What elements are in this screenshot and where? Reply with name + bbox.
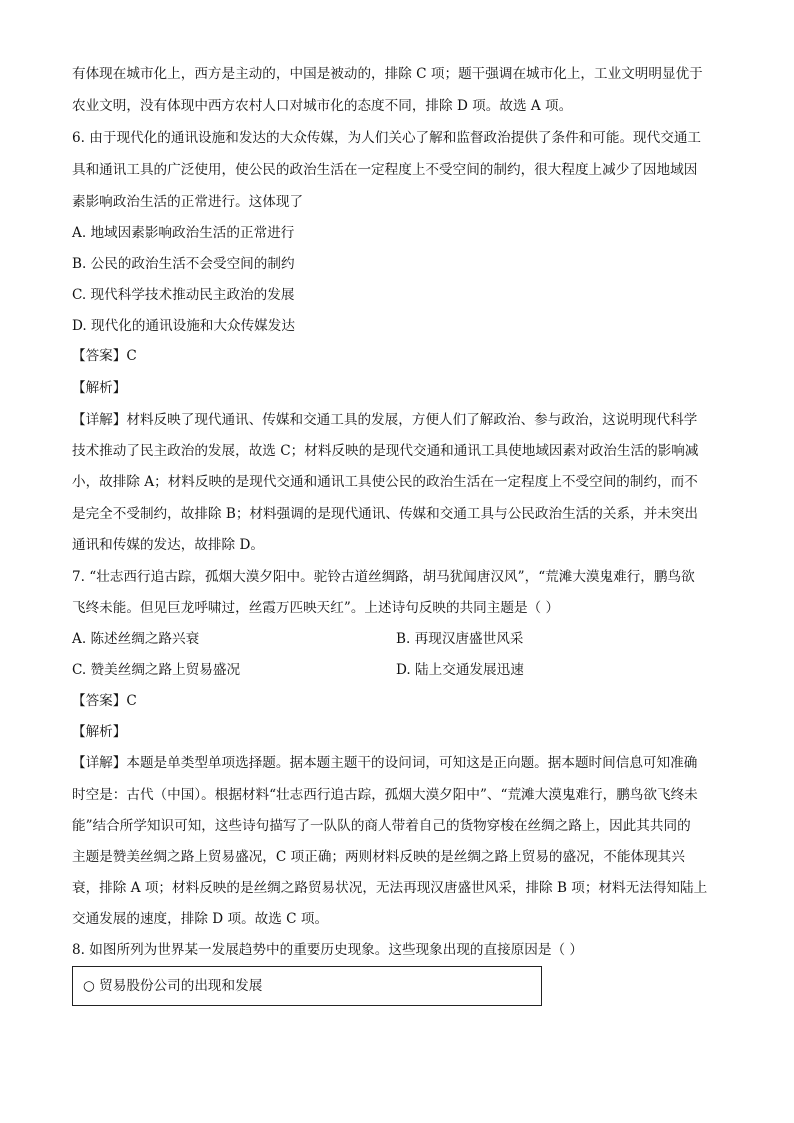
q6-detail-line-4: 是完全不受制约，故排除 B；材料强调的是现代通讯、传媒和交通工具与公民政治生活的关系，并未突出 [72, 506, 699, 522]
prev-analysis-line-1: 有体现在城市化上，西方是主动的，中国是被动的，排除 C 项；题干强调在城市化上，工业文明明显优于 [72, 66, 703, 82]
q7-detail-line-4: 主题是赞美丝绸之路上贸易盛况，C 项正确；两则材料反映的是丝绸之路上贸易的盛况，不能体现其兴 [72, 849, 685, 865]
q7-stem-line-1: 7. “壮志西行追古踪，孤烟大漠夕阳中。驼铃古道丝绸路，胡马犹闻唐汉风”，“荒滩大漠鬼难行，鹏鸟欲 [72, 569, 695, 585]
q6-option-a: A. 地域因素影响政治生活的正常进行 [72, 225, 295, 241]
q7-detail-line-2: 时空是：古代（中国）。根据材料“壮志西行追古踪，孤烟大漠夕阳中”、“荒滩大漠鬼难行，鹏鸟欲飞终未 [72, 787, 698, 803]
q7-option-c: C. 赞美丝绸之路上贸易盛况 [72, 662, 241, 678]
q6-option-b: B. 公民的政治生活不会受空间的制约 [72, 256, 295, 272]
q6-analysis-heading: 【解析】 [72, 380, 127, 396]
q7-option-b: B. 再现汉唐盛世风采 [396, 631, 524, 647]
q7-answer: 【答案】C [72, 693, 137, 709]
q7-option-a: A. 陈述丝绸之路兴衰 [72, 631, 200, 647]
prev-analysis-line-2: 农业文明，没有体现中西方农村人口对城市化的态度不同，排除 D 项。故选 A 项。 [72, 98, 573, 114]
q6-option-c: C. 现代科学技术推动民主政治的发展 [72, 287, 295, 303]
q7-detail-line-5: 衰，排除 A 项；材料反映的是丝绸之路贸易状况，无法再现汉唐盛世风采，排除 B 项；材料无法得知陆上 [72, 880, 708, 896]
q6-stem-line-1: 6. 由于现代化的通讯设施和发达的大众传媒，为人们关心了解和监督政治提供了条件和可能。现代交通工 [72, 130, 702, 146]
q6-answer: 【答案】C [72, 348, 137, 364]
q6-detail-line-2: 技术推动了民主政治的发展，故选 C；材料反映的是现代交通和通讯工具使地域因素对政治生活的影响减 [72, 443, 699, 459]
q6-detail-line-3: 小，故排除 A；材料反映的是现代交通和通讯工具使公民的政治生活在一定程度上不受空间的制约，而不 [72, 474, 698, 490]
q6-detail-line-5: 通讯和传媒的发达，故排除 D。 [72, 537, 264, 553]
q6-option-d: D. 现代化的通讯设施和大众传媒发达 [72, 318, 295, 334]
q7-stem-line-2: 飞终未能。但见巨龙呼啸过，丝霞万匹映天红”。上述诗句反映的共同主题是（ ） [72, 600, 560, 616]
q7-detail-line-1: 【详解】本题是单类型单项选择题。据本题主题干的设问词，可知这是正向题。据本题时间信息可知准确 [72, 755, 698, 771]
q7-detail-line-6: 交通发展的速度，排除 D 项。故选 C 项。 [72, 911, 329, 927]
q7-detail-line-3: 能”结合所学知识可知，这些诗句描写了一队队的商人带着自己的货物穿梭在丝绸之路上，因此其共同的 [72, 818, 691, 834]
q8-stem-line-1: 8. 如图所列为世界某一发展趋势中的重要历史现象。这些现象出现的直接原因是（ ） [72, 942, 583, 958]
q6-detail-line-1: 【详解】材料反映了现代通讯、传媒和交通工具的发展，方便人们了解政治、参与政治，这说明现代科学 [72, 412, 698, 428]
q7-analysis-heading: 【解析】 [72, 724, 127, 740]
q6-stem-line-3: 素影响政治生活的正常进行。这体现了 [72, 194, 304, 210]
q6-stem-line-2: 具和通讯工具的广泛使用，使公民的政治生活在一定程度上不受空间的制约，很大程度上减少了因地域因 [72, 162, 698, 178]
q8-figure-item: ○ 贸易股份公司的出现和发展 [83, 978, 263, 994]
q7-option-d: D. 陆上交通发展迅速 [396, 662, 524, 678]
q8-figure-box [72, 966, 542, 1006]
